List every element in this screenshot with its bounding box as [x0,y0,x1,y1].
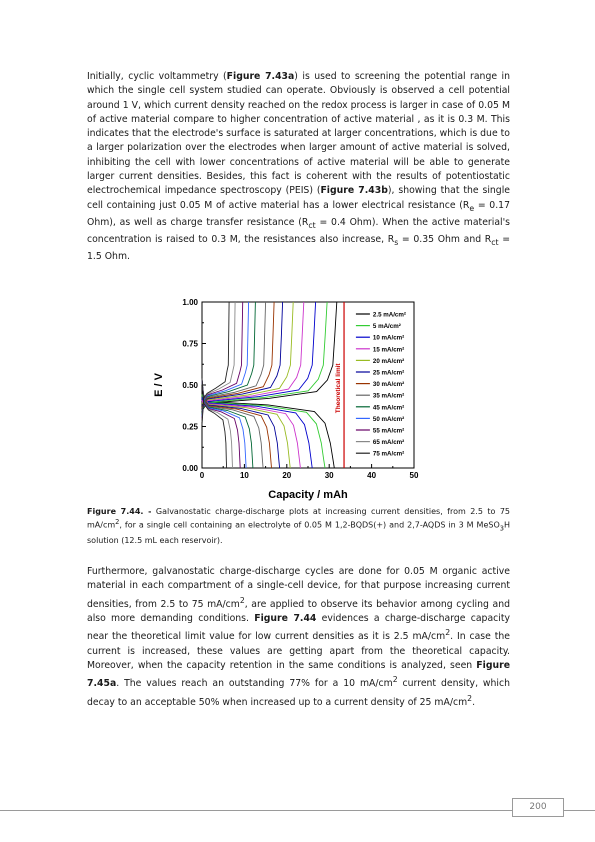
text-run: evidences a charge-discharge capacity near the theoretical limit value for low current densities as it is 2.5 mA/cm [87,612,510,643]
footer-rule [0,810,595,811]
charge-curve [202,302,304,406]
legend-entry: 15 mA/cm² [372,346,405,354]
discharge-curve [202,381,325,468]
legend-entry: 20 mA/cm² [372,357,405,365]
y-tick-label: 0.00 [182,464,198,473]
y-axis-title: E / V [153,373,165,397]
subscript: ct [491,237,499,247]
text-run: = 0.35 Ohm and R [398,233,492,245]
text-run: H solution (12.5 mL each reservoir). [87,520,510,545]
y-tick-label: 0.75 [182,339,198,349]
text-run: ), showing that the single cell containing just 0.05 M of active material has a lower electrical resistance (R [87,185,511,211]
superscript: 2 [445,628,451,638]
legend-entry: 65 mA/cm² [372,439,405,447]
x-tick-label: 30 [324,471,334,480]
superscript: 2 [239,595,245,605]
x-tick-label: 40 [367,471,377,480]
x-tick-label: 10 [239,471,249,480]
figure-reference: Figure 7.44 [254,612,317,624]
discharge-curve [202,380,280,468]
subscript: 3 [499,524,504,533]
figure-reference: Figure 7.43a [226,71,295,82]
text-run: = 0.4 Ohm). When the active material's concentration is raised to 0.3 M, the resistances also increase, R [87,216,510,245]
text-run: Initially, cyclic voltammetry ( [87,71,227,82]
figure-reference: Figure 7.45a [87,659,510,690]
text-run: . In case the current is increased, these values are getting apart from the theoretical capacity. Moreover, when the capacity retention in the same conditions is analyzed, seen [87,631,510,671]
figure-caption [87,506,510,546]
page-number: 200 [512,798,564,817]
text-run: ) is used to screening the potential range in which the single cell system studied can operate. Obviously is observed a cell potential around 1 V, which current density reached on the redox process is larger in case of 0.05 M of active material compare to higher concentration of active material , as it is 0.3 M. This indicates that the electrode's surface is saturated at larger concentrations, which is due to a larger polarization over the electrodes when larger amount of active material is solved, inhibiting the cell with lower concentrations of active material will be able to generate larger current densities. Besides, this fact is coherent with the results of potentiostatic electrochemical impedance spectroscopy (PEIS) ( [87,71,510,197]
superscript: 2 [115,518,120,527]
x-tick-label: 20 [282,471,292,480]
charge-discharge-chart [140,296,440,504]
x-axis-title: Capacity / mAh [268,489,348,501]
x-tick-label: 0 [199,471,205,480]
legend-entry: 50 mA/cm² [372,415,405,423]
figure-reference: Figure 7.43b [320,185,388,197]
text-run: . [472,696,476,708]
caption-label: Figure 7.44. - [87,507,152,516]
text-run: Furthermore, galvanostatic charge-discharge cycles are done for 0.05 M organic active material in each compartment of a single-cell device, for that purpose increasing current densities, from 2.5 to 75 mA/cm [87,566,510,610]
legend-entry: 45 mA/cm² [372,404,405,412]
legend-entry: 25 mA/cm² [372,369,405,377]
x-tick-label: 50 [409,471,419,480]
charge-curve [202,302,274,408]
legend-entry: 75 mA/cm² [372,450,405,458]
y-tick-label: 0.25 [182,422,198,432]
subscript: ct [308,220,316,230]
text-run: Galvanostatic charge-discharge plots at increasing current densities, from 2.5 to 75 mA/cm [87,507,510,530]
text-run: = 0.17 Ohm), as well as charge transfer resistance (R [87,199,510,228]
text-run: . The values reach an outstanding 77% for a 10 mA/cm [116,678,393,690]
theoretical-limit-label: Theoretical limit [335,363,343,414]
legend-entry: 30 mA/cm² [372,381,405,389]
text-run: current density, which decay to an acceptable 50% when increased up to a current density of 25 mA/cm [87,678,511,708]
body-paragraph-1 [87,70,510,264]
text-run: = 1.5 Ohm. [87,233,511,263]
superscript: 2 [392,675,398,685]
legend-entry: 35 mA/cm² [372,392,405,400]
text-run: , are applied to observe its behavior among cycling and also more demanding conditions. [87,598,510,624]
legend-entry: 2.5 mA/cm² [372,311,406,319]
body-paragraph-2 [87,565,510,710]
subscript: e [469,203,475,213]
y-tick-label: 0.50 [182,381,198,390]
legend-entry: 10 mA/cm² [372,334,405,342]
legend-entry: 55 mA/cm² [372,427,405,435]
superscript: 2 [467,693,473,703]
text-run: , for a single cell containing an electrolyte of 0.05 M 1,2-BQDS(+) and 2,7-AQDS in 3 M MeSO [119,520,500,530]
legend-entry: 5 mA/cm² [372,323,401,331]
subscript: s [394,237,399,247]
y-tick-label: 1.00 [182,298,198,307]
